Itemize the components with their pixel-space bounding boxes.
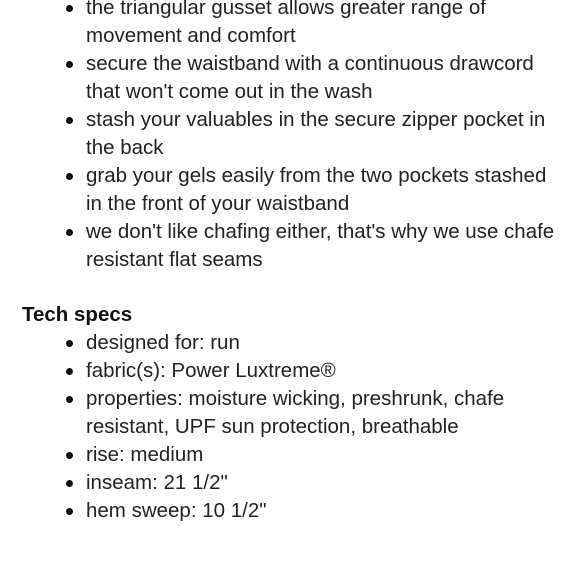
bullet-icon [66,508,73,515]
spec-text: properties: moisture wicking, preshrunk, chafe resistant, UPF sun protection, breathable [86,387,505,438]
tech-specs-heading: Tech specs [22,303,133,326]
feature-item [0,218,579,274]
feature-item [0,106,579,162]
feature-item [0,50,579,106]
feature-item [0,0,579,50]
spec-text: hem sweep: 10 1/2" [86,499,267,522]
feature-text: grab your gels easily from the two pockets stashed in the front of your waistband [86,164,547,215]
bullet-icon [66,340,73,347]
feature-item [0,162,579,218]
feature-text: we don't like chafing either, that's why we use chafe resistant flat seams [86,220,555,271]
bullet-icon [66,396,73,403]
bullet-icon [66,61,73,68]
feature-list [0,0,579,274]
spec-item [0,497,579,525]
bullet-icon [66,5,73,12]
bullet-icon [66,173,73,180]
bullet-icon [66,117,73,124]
bullet-icon [66,452,73,459]
spec-item [0,441,579,469]
tech-specs-list [0,329,579,525]
bullet-icon [66,368,73,375]
spec-text: rise: medium [86,443,204,466]
feature-text: the triangular gusset allows greater range of movement and comfort [86,0,486,47]
spec-item [0,385,579,441]
spec-item [0,469,579,497]
bullet-icon [66,229,73,236]
spec-item [0,357,579,385]
spec-item [0,329,579,357]
spec-text: inseam: 21 1/2" [86,471,228,494]
spec-text: designed for: run [86,331,240,354]
feature-text: stash your valuables in the secure zipper pocket in the back [86,108,546,159]
bullet-icon [66,480,73,487]
spec-text: fabric(s): Power Luxtreme® [86,359,336,382]
feature-text: secure the waistband with a continuous drawcord that won't come out in the wash [86,52,534,103]
